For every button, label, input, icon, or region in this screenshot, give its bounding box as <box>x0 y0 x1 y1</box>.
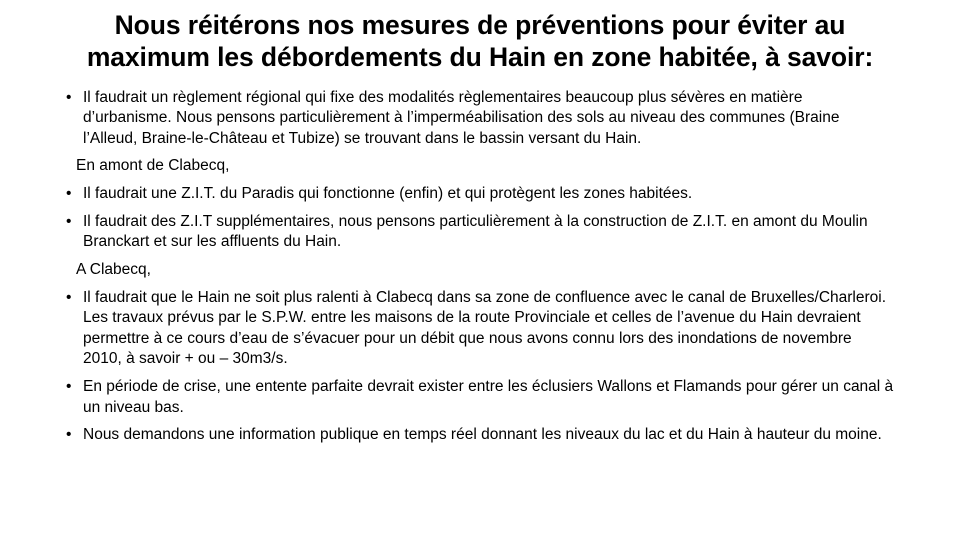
bullet-icon: • <box>66 288 72 306</box>
bullet-icon: • <box>66 88 72 106</box>
section-label-en-amont: En amont de Clabecq, <box>76 157 230 175</box>
bullet-icon: • <box>66 185 72 203</box>
list-item <box>66 425 894 446</box>
bullet-icon: • <box>66 426 72 444</box>
list-item-text: En période de crise, une entente parfaite devrait exister entre les éclusiers Wallons et Flamands pour gérer un canal à un niveau bas. <box>83 377 894 416</box>
page-title: Nous réitérons nos mesures de préventions pour éviter au maximum les débordements du Hain en zone habitée, à savoir: <box>86 10 874 73</box>
slide-body <box>66 88 894 446</box>
list-item <box>66 184 894 205</box>
bullet-icon: • <box>66 377 72 395</box>
list-item <box>66 212 894 253</box>
list-item <box>66 377 894 418</box>
list-item-text: Il faudrait une Z.I.T. du Paradis qui fonctionne (enfin) et qui protègent les zones habitées. <box>83 185 693 203</box>
list-item-text: Il faudrait que le Hain ne soit plus ralenti à Clabecq dans sa zone de confluence avec le canal de Bruxelles/Charleroi. Les travaux prévus par le S.P.W. entre les maisons de la route Provinciale et celles de l’avenue du Hain devraient permettre à ce cours d’eau de s’évacuer pour un débit que nous avons connu lors des inondations de novembre 2010, à savoir + ou – 30m3/s. <box>83 288 887 368</box>
list-item <box>66 288 894 370</box>
section-label-a-clabecq: A Clabecq, <box>76 260 151 278</box>
list-item-text: Nous demandons une information publique en temps réel donnant les niveaux du lac et du Hain à hauteur du moine. <box>83 426 882 444</box>
list-item-text: Il faudrait un règlement régional qui fixe des modalités règlementaires beaucoup plus sévères en matière d’urbanisme. Nous pensons particulièrement à l’imperméabilisation des sols au niveau des communes (Braine l’Alleud, Braine-le-Château et Tubize) se trouvant dans le bassin versant du Hain. <box>83 88 840 147</box>
list-item-text: Il faudrait des Z.I.T supplémentaires, nous pensons particulièrement à la construction de Z.I.T. en amont du Moulin Branckart et sur les affluents du Hain. <box>83 212 868 251</box>
list-item <box>66 88 894 150</box>
bullet-icon: • <box>66 212 72 230</box>
slide <box>0 9 960 549</box>
